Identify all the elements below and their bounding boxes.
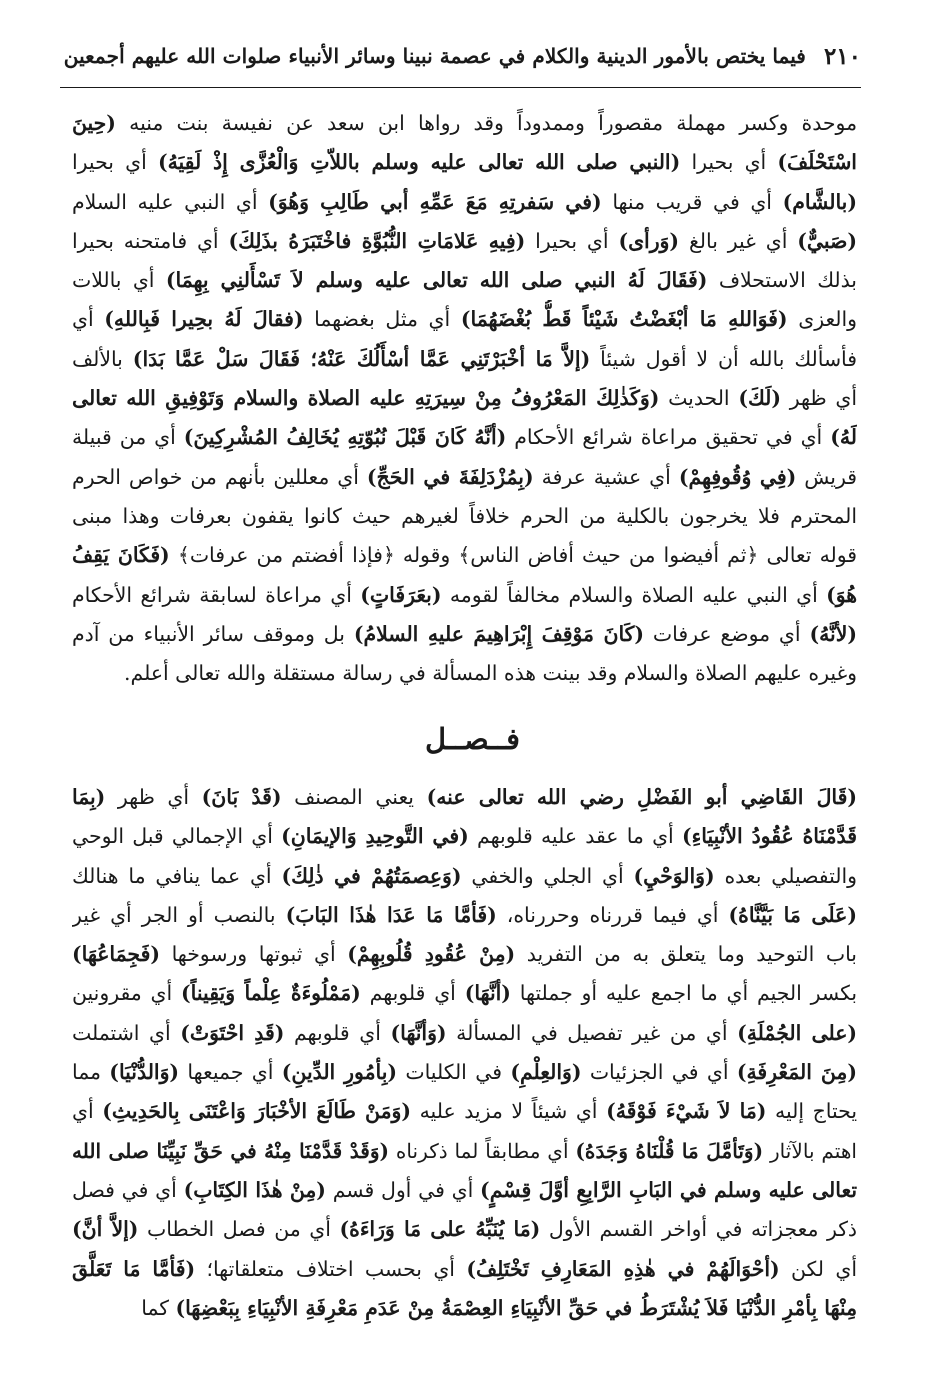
matn-text: (صَبيٌّ) — [797, 228, 857, 253]
matn-text: (فَوَاللهِ مَا أبْغَضْتُ شَيْئاً قَطُّ بُغْضَهُمَا) — [460, 307, 788, 332]
matn-text: (أحْوَالَهُمْ في هٰذِهِ المَعَارِفِ تَخْتَلِفُ) — [466, 1256, 780, 1281]
commentary-text: قوله تعالى ﴿ثم أفيضوا من حيث أفاض الناس﴾ وقوله ﴿فإذا أفضتم من عرفات﴾ — [169, 543, 857, 568]
commentary-text: المحترم فلا يخرجون بالكلية من الحرم خلافاً لغيرهم حيث كانوا يقفون بعرفات وهذا مبنى — [72, 503, 857, 528]
commentary-text: أي في تحقيق مراعاة شرائع الأحكام — [506, 425, 831, 450]
text-line — [72, 183, 857, 222]
commentary-text: يعني المصنف — [281, 785, 427, 809]
matn-text: (قَدِ احْتَوَتْ) — [180, 1020, 285, 1045]
matn-text: (فَكَانَ يَقِفُ — [72, 543, 170, 568]
matn-text: (فَقَالَ لَهُ النبي صلى الله تعالى عليه وسلم لاَ تَسْأَلنِي بِهِمَا) — [165, 268, 708, 293]
matn-text: (مَا لاَ شَيْءَ فَوْقَهُ) — [606, 1099, 767, 1124]
matn-text: (كَانَ مَوْقِفَ إِبْرَاهِيمَ عليهِ السلامُ) — [353, 621, 645, 646]
matn-text: (في سَفرتِهِ مَعَ عَمِّهِ أبي طَالِبِ وَهُوَ) — [268, 189, 602, 214]
commentary-text: أي في الجزئيات — [581, 1060, 737, 1085]
commentary-text: أي بحيرا — [680, 150, 778, 175]
text-line — [72, 778, 857, 817]
matn-text: (في التَّوحِيدِ وَالإيمَانِ) — [281, 824, 469, 849]
matn-text: (فَأمَّا مَا تَعَلَّقَ — [72, 1256, 196, 1281]
matn-text: قَدَّمْنَاهُ عُقُودُ الأنْبِيَاءِ) — [682, 824, 857, 849]
commentary-text: أي ما عقد عليه قلوبهم — [468, 824, 682, 849]
running-header — [56, 36, 861, 76]
commentary-text: باب التوحيد وما يتعلق به من التفريد — [515, 942, 857, 967]
commentary-text: بذلك الاستحلاف — [707, 268, 857, 293]
matn-text: (قَدْ بَانَ) — [201, 785, 282, 809]
matn-text: (وَرأى) — [618, 228, 680, 253]
matn-text: (أنَّهَا) — [464, 981, 511, 1006]
text-line — [72, 497, 857, 536]
matn-text: (وَأنَّهَا) — [390, 1020, 447, 1045]
commentary-text: أي — [72, 1099, 103, 1124]
matn-text: (وَتَأمَّلَ مَا قُلْنَاهُ وَجَدَهُ) — [575, 1138, 764, 1163]
matn-text: (مِنَ المَعْرِفَةِ) — [736, 1060, 857, 1085]
commentary-text: أي جميعها — [179, 1060, 282, 1085]
matn-text: (النبي صلى الله تعالى عليه وسلم باللاّتِ وَالْعُزَّى إِذْ لَقِيَهُ) — [157, 150, 681, 175]
text-line — [72, 418, 857, 457]
commentary-text: وغيره عليهم الصلاة والسلام وقد بينت هذه المسألة في رسالة مستقلة والله تعالى أعلم. — [124, 661, 857, 686]
text-line — [72, 1250, 857, 1289]
commentary-text: أي ظهر — [105, 785, 202, 809]
commentary-text: أي النبي عليه الصلاة والسلام مخالفاً لقومه — [441, 582, 827, 607]
commentary-text: أي بحسب اختلاف متعلقاتها؛ — [195, 1256, 467, 1281]
commentary-text: أي من غير تفصيل في المسألة — [446, 1020, 738, 1045]
text-line — [72, 340, 857, 379]
matn-text: (فِي وُقُوفِهِمْ) — [678, 464, 797, 489]
matn-text: (وَالعِلْمِ) — [510, 1060, 582, 1085]
commentary-text: أي بحيرا — [72, 150, 158, 175]
matn-text: (فَجِمَاعُهَا) — [72, 942, 160, 967]
text-line — [72, 896, 857, 935]
matn-text: (بالشَّام) — [782, 189, 857, 214]
commentary-text: قريش — [796, 464, 857, 489]
matn-text: (مَمْلُوءَةٌ عِلْماً وَيَقِيناً) — [181, 981, 361, 1006]
commentary-text: أي — [72, 307, 105, 332]
running-title: فيما يختص بالأمور الدينية والكلام في عصمة نبينا وسائر الأنبياء صلوات الله عليهم أجمعين — [63, 44, 806, 68]
commentary-text: أي في قريب منها — [601, 189, 783, 214]
commentary-text: كما — [141, 1295, 176, 1320]
text-line — [72, 104, 857, 143]
commentary-text: أي في فصل — [72, 1177, 184, 1202]
commentary-text: فأسألك بالله أن لا أقول شيئاً — [590, 346, 857, 371]
text-line — [72, 1092, 857, 1131]
matn-text: (عَلَى مَا بَيَّنَّاهُ) — [728, 902, 857, 927]
commentary-text: أي غير بالغ — [679, 228, 798, 253]
commentary-text: أي قلوبهم — [360, 981, 465, 1006]
text-line — [72, 1210, 857, 1249]
commentary-text: أي شيئاً لا مزيد عليه — [411, 1099, 607, 1124]
matn-text: (فَأمَّا مَا عَدَا هٰذَا البَابَ) — [285, 902, 497, 927]
matn-text: تعالى عليه وسلم في البَابِ الرَّابِعِ أوَّلَ قِسْمٍ) — [480, 1177, 857, 1202]
commentary-text: أي فيما قررناه وحررناه، — [496, 902, 729, 927]
commentary-text: أي عما ينافي ما هنالك — [72, 863, 282, 888]
text-line — [72, 654, 857, 693]
text-line — [72, 615, 857, 654]
commentary-text: أي مراعاة لسابقة شرائع الأحكام — [72, 582, 361, 607]
commentary-text: أي الإجمالي قبل الوحي — [72, 824, 282, 849]
matn-text: (بِمَا — [72, 785, 106, 809]
text-line — [72, 300, 857, 339]
text-line — [72, 1289, 857, 1328]
commentary-text: في الكليات — [397, 1060, 511, 1085]
commentary-text: بل وموقف سائر الأنبياء من آدم — [72, 621, 354, 646]
matn-text: (وَالوَحْيِ) — [633, 863, 715, 888]
matn-text: اسْتَحْلَفَ) — [777, 150, 857, 175]
matn-text: (وَقَدْ قَدَّمْنَا مِنْهُ في حَقِّ نَبِيِّنَا صلى الله — [72, 1138, 390, 1163]
commentary-text: اهتم بالآثار — [763, 1138, 857, 1163]
text-line — [72, 536, 857, 575]
commentary-text: بالألف — [72, 346, 133, 371]
matn-text: (بِأمُورِ الدِّينِ) — [281, 1060, 398, 1085]
commentary-text: بكسر الجيم أي ما اجمع عليه أو جملتها — [510, 981, 857, 1006]
text-line — [72, 974, 857, 1013]
commentary-text: أي فامتحنه بحيرا — [72, 228, 229, 253]
matn-text: هُوَ) — [826, 582, 857, 607]
matn-text: (وَالدُّنْيَا) — [109, 1060, 180, 1085]
commentary-text: أي مثل بغضهما — [303, 307, 461, 332]
commentary-block-1 — [72, 104, 857, 693]
commentary-text: أي اشتملت — [72, 1020, 181, 1045]
text-line — [72, 1053, 857, 1092]
matn-text: (مِنْ عُقُودِ قُلُوبِهِمْ) — [347, 942, 516, 967]
matn-text: لَهُ) — [830, 425, 857, 450]
commentary-text: أي الجلي والخفي — [461, 863, 634, 888]
commentary-text: أي في أول قسم — [325, 1177, 481, 1202]
text-line — [72, 261, 857, 300]
matn-text: (وَكَذٰلِكَ المَعْرُوفُ مِنْ سِيرَتِهِ عليه الصلاة والسلام وَتَوْفِيقِ الله تعالى — [72, 386, 660, 411]
text-line — [72, 379, 857, 418]
text-line — [72, 222, 857, 261]
matn-text: (أنَّهُ كَانَ قَبْلَ نُبُوّتِهِ يُخَالِفُ المُشْرِكِينَ) — [183, 425, 507, 450]
matn-text: (بعَرَفَاتٍ) — [360, 582, 442, 607]
text-line — [72, 576, 857, 615]
commentary-text: أي موضع عرفات — [644, 621, 810, 646]
text-line — [72, 143, 857, 182]
commentary-text: أي مطابقاً لما ذكرناه — [389, 1138, 576, 1163]
commentary-text: أي ظهر — [781, 386, 857, 411]
section-heading: فــصــل — [425, 722, 520, 756]
matn-text: (حِينَ — [72, 111, 116, 135]
text-line — [72, 1014, 857, 1053]
commentary-text: أي من فصل الخطاب — [138, 1217, 340, 1242]
matn-text: (وَمَنْ طَالَعَ الأخْبَارَ وَاعْتَنَى بِالحَدِيثِ) — [102, 1099, 411, 1124]
matn-text: (لأنَّهُ) — [809, 621, 857, 646]
text-line — [72, 1171, 857, 1210]
matn-text: (لَكَ) — [738, 386, 782, 411]
matn-text: (قَالَ القَاضِي أبو الفَضْلِ رضي الله تعالى عنه) — [426, 785, 857, 809]
text-line — [72, 458, 857, 497]
matn-text: (فِيهِ عَلامَاتِ النُّبُوَّةِ فاخْتَبَرَهُ بذَلِكَ) — [228, 228, 526, 253]
text-line — [72, 935, 857, 974]
commentary-text: أي ثبوتها ورسوخها — [159, 942, 348, 967]
commentary-text: موحدة وكسر مهملة مقصوراً وممدوداً وقد رواها ابن سعد عن نفيسة بنت منيه — [115, 111, 857, 135]
commentary-text: ذكر معجزاته في أواخر القسم الأول — [540, 1217, 857, 1242]
commentary-text: أي لكن — [779, 1256, 857, 1281]
matn-text: (بِمُزْدَلِفَةَ في الحَجِّ) — [366, 464, 534, 489]
page-number: ٢١٠ — [823, 42, 861, 70]
commentary-text: أي معللين بأنهم من خواص الحرم — [72, 464, 367, 489]
commentary-text: أي باللات — [72, 268, 166, 293]
matn-text: (وَعِصمَتُهُمْ في ذٰلِكَ) — [281, 863, 462, 888]
commentary-text: والعزى — [787, 307, 857, 332]
matn-text: مِنْهَا بِأمْرِ الدُّنْيَا فَلاَ يُشْتَرَطُ في حَقِّ الأنْبِيَاءِ العِصْمَةُ مِنْ عَدَمِ مَعْرِفَةِ الأنْبِيَاءِ بِبَعْضِهَا) — [175, 1295, 857, 1320]
matn-text: (مِنْ هٰذَا الكِتَابِ) — [183, 1177, 326, 1202]
matn-text: (على الجُمْلَةِ) — [737, 1020, 857, 1045]
commentary-text: أي مقرونين — [72, 981, 182, 1006]
text-line — [72, 857, 857, 896]
commentary-text: مما — [72, 1060, 110, 1085]
commentary-text: أي بحيرا — [525, 228, 619, 253]
matn-text: (مَا يُنَبِّهُ على مَا وَرَاءَهُ) — [339, 1217, 541, 1242]
text-line — [72, 817, 857, 856]
commentary-text: أي عشية عرفة — [533, 464, 679, 489]
commentary-text: يحتاج إليه — [766, 1099, 857, 1124]
text-line — [72, 1132, 857, 1171]
commentary-text: الحديث — [659, 386, 739, 411]
commentary-text: والتفصيلي بعده — [714, 863, 857, 888]
matn-text: (إلاَّ مَا أخْبَرْتَنِي عَمَّا أسْأَلُكَ عَنْهُ؛ فَقَالَ سَلْ عَمَّا بَدَا) — [132, 346, 591, 371]
commentary-text: أي قلوبهم — [284, 1020, 391, 1045]
commentary-text: أي النبي عليه السلام — [72, 189, 269, 214]
commentary-text: أي من قبيلة — [72, 425, 184, 450]
commentary-block-2 — [72, 778, 857, 1328]
header-rule — [60, 87, 861, 88]
matn-text: (إلاَّ أنَّ) — [72, 1217, 139, 1242]
matn-text: (فقالَ لَهُ بحِيرا فَبِاللهِ) — [104, 307, 304, 332]
commentary-text: بالنصب أو الجر أي غير — [72, 902, 286, 927]
